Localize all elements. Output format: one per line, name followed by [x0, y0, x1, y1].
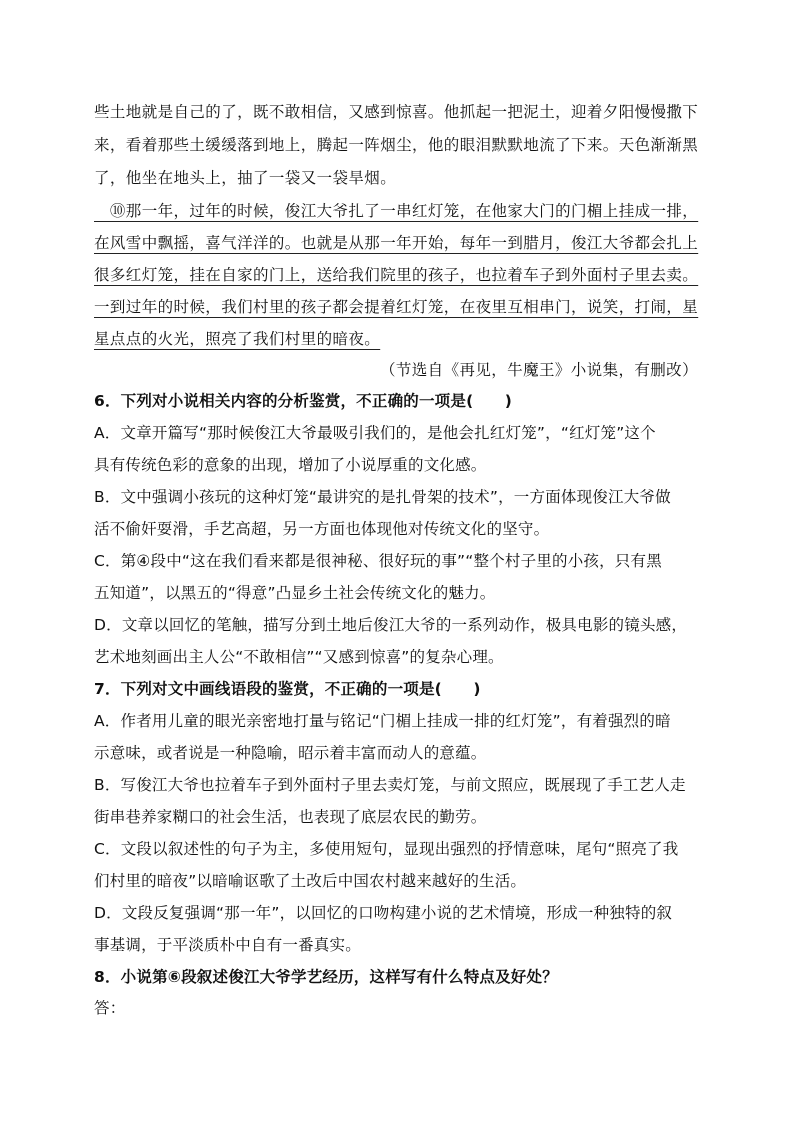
q7-option-d-line2: 事基调，于平淡质朴中自有一番真实。: [94, 936, 361, 954]
q7-option-b-line2: 街串巷养家糊口的社会生活，也表现了底层农民的勤劳。: [94, 808, 487, 826]
q6-option-d-line1: D．文章以回忆的笔触，描写分到土地后俊江大爷的一系列动作，极具电影的镜头感，: [94, 616, 688, 634]
q6-option-b-line1: B．文中强调小孩玩的这种灯笼“最讲究的是扎骨架的技术”，一方面体现俊江大爷做: [94, 488, 671, 506]
underlined-passage-line: ⑩那一年，过年的时候，俊江大爷扎了一串红灯笼，在他家大门的门楣上挂成一排，: [94, 202, 699, 220]
q7-option-b-line1: B．写俊江大爷也拉着车子到外面村子里去卖灯笼，与前文照应，既展现了手工艺人走: [94, 776, 686, 794]
passage-line: 来，看着那些土缓缓落到地上，腾起一阵烟尘，他的眼泪默默地流了下来。天色渐渐黑: [94, 136, 699, 154]
q6-option-c-line2: 五知道”，以黑五的“得意”凸显乡土社会传统文化的魅力。: [94, 584, 496, 602]
passage-line: 了，他坐在地头上，抽了一袋又一袋旱烟。: [94, 169, 397, 187]
q6-option-c-line1: C．第④段中“这在我们看来都是很神秘、很好玩的事”“整个村子里的小孩，只有黑: [94, 552, 662, 570]
underlined-passage-line: 很多红灯笼，挂在自家的门上，送给我们院里的孩子，也拉着车子到外面村子里去卖。: [94, 266, 699, 284]
source-citation: （节选自《再见，牛魔王》小说集，有删改）: [379, 361, 698, 379]
underlined-passage-line: 一到过年的时候，我们村里的孩子都会提着红灯笼，在夜里互相串门，说笑，打闹，星: [94, 298, 699, 316]
answer-label: 答：: [94, 999, 126, 1017]
q7-option-c-line2: 们村里的暗夜”以暗喻讴歌了土改后中国农村越来越好的生活。: [94, 872, 527, 890]
passage-line: 些土地就是自己的了，既不敢相信，又感到惊喜。他抓起一把泥土，迎着夕阳慢慢撒下: [94, 103, 699, 121]
underlined-passage-line: 星点点的火光，照亮了我们村里的暗夜。: [94, 330, 381, 348]
q6-option-d-line2: 艺术地刻画出主人公“不敢相信”“又感到惊喜”的复杂心理。: [94, 648, 504, 666]
q6-option-b-line2: 活不偷奸耍滑，手艺高超，另一方面也体现他对传统文化的坚守。: [94, 520, 550, 538]
q7-option-d-line1: D．文段反复强调“那一年”，以回忆的口吻构建小说的艺术情境，形成一种独特的叙: [94, 904, 673, 922]
q7-option-c-line1: C．文段以叙述性的句子为主，多使用短句，显现出强烈的抒情意味，尾句“照亮了我: [94, 840, 679, 858]
q6-option-a-line1: A．文章开篇写“那时候俊江大爷最吸引我们的，是他会扎红灯笼”，“红灯笼”这个: [94, 424, 656, 442]
q6-option-a-line2: 具有传统色彩的意象的出现，增加了小说厚重的文化感。: [94, 456, 487, 474]
q7-option-a-line2: 示意味，或者说是一种隐喻，昭示着丰富而动人的意蕴。: [94, 744, 487, 762]
question-7-stem: 7．下列对文中画线语段的鉴赏，不正确的一项是( ): [94, 680, 481, 698]
question-6-stem: 6．下列对小说相关内容的分析鉴赏，不正确的一项是( ): [94, 392, 513, 410]
question-8-stem: 8．小说第⑥段叙述俊江大爷学艺经历，这样写有什么特点及好处？: [94, 968, 558, 986]
underlined-passage-line: 在风雪中飘摇，喜气洋洋的。也就是从那一年开始，每年一到腊月，俊江大爷都会扎上: [94, 234, 699, 252]
q7-option-a-line1: A．作者用儿童的眼光亲密地打量与铭记“门楣上挂成一排的红灯笼”，有着强烈的暗: [94, 712, 671, 730]
